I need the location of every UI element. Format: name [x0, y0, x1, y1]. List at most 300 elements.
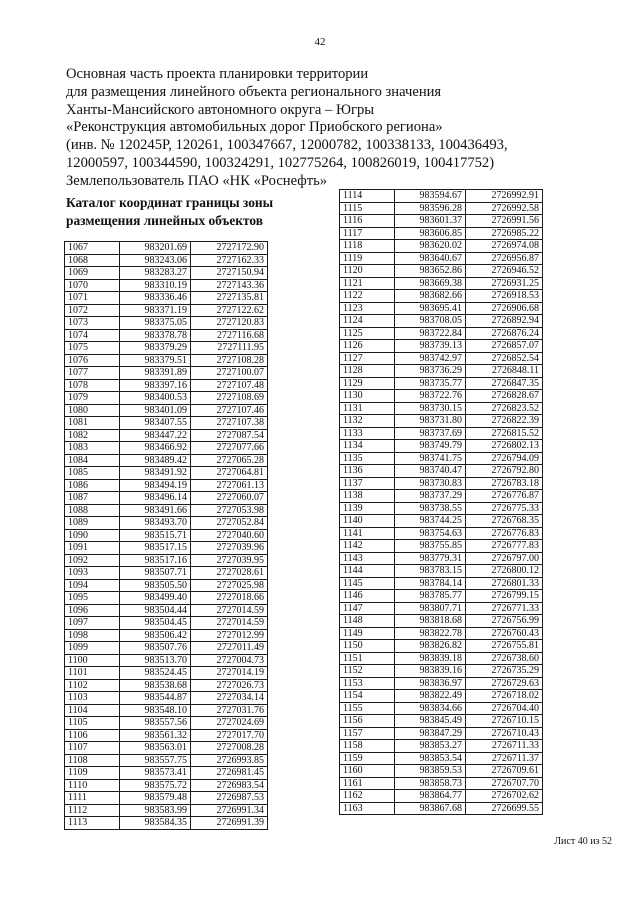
x-coordinate-cell: 983493.70 — [120, 517, 191, 530]
coordinate-row — [65, 292, 268, 305]
y-coordinate-cell: 2727039.95 — [191, 554, 268, 567]
x-coordinate-cell: 983579.48 — [120, 792, 191, 805]
x-coordinate-cell: 983575.72 — [120, 779, 191, 792]
x-coordinate-cell: 983669.38 — [395, 277, 466, 290]
x-coordinate-cell: 983407.55 — [120, 417, 191, 430]
coordinate-row — [340, 740, 543, 753]
x-coordinate-cell: 983400.53 — [120, 392, 191, 405]
y-coordinate-cell: 2727008.28 — [191, 742, 268, 755]
point-number-cell: 1124 — [340, 315, 395, 328]
x-coordinate-cell: 983652.86 — [395, 265, 466, 278]
y-coordinate-cell: 2726822.39 — [466, 415, 543, 428]
x-coordinate-cell: 983858.73 — [395, 777, 466, 790]
point-number-cell: 1092 — [65, 554, 120, 567]
y-coordinate-cell: 2727064.81 — [191, 467, 268, 480]
x-coordinate-cell: 983847.29 — [395, 727, 466, 740]
x-coordinate-cell: 983779.31 — [395, 552, 466, 565]
x-coordinate-cell: 983739.13 — [395, 340, 466, 353]
x-coordinate-cell: 983601.37 — [395, 215, 466, 228]
coordinate-row — [65, 492, 268, 505]
point-number-cell: 1155 — [340, 702, 395, 715]
point-number-cell: 1162 — [340, 790, 395, 803]
coordinate-row — [65, 767, 268, 780]
point-number-cell: 1161 — [340, 777, 395, 790]
sheet-footer: Лист 40 из 52 — [554, 836, 612, 847]
x-coordinate-cell: 983401.09 — [120, 404, 191, 417]
y-coordinate-cell: 2726702.62 — [466, 790, 543, 803]
coordinate-row — [65, 679, 268, 692]
coordinate-row — [340, 590, 543, 603]
coordinate-row — [340, 252, 543, 265]
x-coordinate-cell: 983740.47 — [395, 465, 466, 478]
y-coordinate-cell: 2726906.68 — [466, 302, 543, 315]
coordinate-row — [65, 304, 268, 317]
y-coordinate-cell: 2726802.13 — [466, 440, 543, 453]
point-number-cell: 1107 — [65, 742, 120, 755]
y-coordinate-cell: 2727162.33 — [191, 254, 268, 267]
y-coordinate-cell: 2726828.67 — [466, 390, 543, 403]
coordinate-row — [65, 467, 268, 480]
coordinate-row — [340, 552, 543, 565]
coordinate-row — [65, 254, 268, 267]
coordinate-row — [65, 504, 268, 517]
coordinate-row — [340, 327, 543, 340]
point-number-cell: 1123 — [340, 302, 395, 315]
coordinate-row — [340, 527, 543, 540]
y-coordinate-cell: 2727150.94 — [191, 267, 268, 280]
point-number-cell: 1118 — [340, 240, 395, 253]
x-coordinate-cell: 983283.27 — [120, 267, 191, 280]
y-coordinate-cell: 2727061.13 — [191, 479, 268, 492]
coordinate-row — [65, 692, 268, 705]
y-coordinate-cell: 2726777.83 — [466, 540, 543, 553]
y-coordinate-cell: 2726991.34 — [191, 804, 268, 817]
point-number-cell: 1110 — [65, 779, 120, 792]
point-number-cell: 1075 — [65, 342, 120, 355]
coordinate-row — [340, 302, 543, 315]
point-number-cell: 1158 — [340, 740, 395, 753]
x-coordinate-cell: 983695.41 — [395, 302, 466, 315]
coordinate-row — [65, 629, 268, 642]
point-number-cell: 1068 — [65, 254, 120, 267]
x-coordinate-cell: 983807.71 — [395, 602, 466, 615]
catalog-title — [66, 194, 273, 229]
x-coordinate-cell: 983515.71 — [120, 529, 191, 542]
y-coordinate-cell: 2727052.84 — [191, 517, 268, 530]
point-number-cell: 1138 — [340, 490, 395, 503]
x-coordinate-cell: 983491.92 — [120, 467, 191, 480]
y-coordinate-cell: 2726993.85 — [191, 754, 268, 767]
coordinate-row — [65, 779, 268, 792]
x-coordinate-cell: 983524.45 — [120, 667, 191, 680]
point-number-cell: 1073 — [65, 317, 120, 330]
x-coordinate-cell: 983538.68 — [120, 679, 191, 692]
point-number-cell: 1086 — [65, 479, 120, 492]
coordinate-row — [340, 577, 543, 590]
y-coordinate-cell: 2727100.07 — [191, 367, 268, 380]
point-number-cell: 1125 — [340, 327, 395, 340]
y-coordinate-cell: 2727108.69 — [191, 392, 268, 405]
x-coordinate-cell: 983730.83 — [395, 477, 466, 490]
coordinate-row — [340, 465, 543, 478]
header-line: «Реконструкция автомобильных дорог Приобского региона» — [66, 119, 443, 136]
point-number-cell: 1142 — [340, 540, 395, 553]
point-number-cell: 1140 — [340, 515, 395, 528]
y-coordinate-cell: 2726800.12 — [466, 565, 543, 578]
x-coordinate-cell: 983722.76 — [395, 390, 466, 403]
y-coordinate-cell: 2727172.90 — [191, 242, 268, 255]
header-line: Основная часть проекта планировки территории — [66, 66, 369, 82]
header-line: (инв. № 120245Р, 120261, 100347667, 12000782, 100338133, 100436493, — [66, 137, 508, 154]
x-coordinate-cell: 983836.97 — [395, 677, 466, 690]
coordinate-row — [65, 704, 268, 717]
point-number-cell: 1129 — [340, 377, 395, 390]
x-coordinate-cell: 983583.99 — [120, 804, 191, 817]
coordinate-row — [340, 402, 543, 415]
y-coordinate-cell: 2726711.37 — [466, 752, 543, 765]
coordinate-row — [65, 642, 268, 655]
point-number-cell: 1136 — [340, 465, 395, 478]
y-coordinate-cell: 2726992.58 — [466, 202, 543, 215]
y-coordinate-cell: 2726823.52 — [466, 402, 543, 415]
y-coordinate-cell: 2726892.94 — [466, 315, 543, 328]
x-coordinate-cell: 983818.68 — [395, 615, 466, 628]
y-coordinate-cell: 2726981.45 — [191, 767, 268, 780]
point-number-cell: 1090 — [65, 529, 120, 542]
point-number-cell: 1096 — [65, 604, 120, 617]
coordinate-row — [65, 817, 268, 830]
x-coordinate-cell: 983596.28 — [395, 202, 466, 215]
coordinate-row — [340, 377, 543, 390]
coordinate-row — [65, 429, 268, 442]
y-coordinate-cell: 2727107.38 — [191, 417, 268, 430]
x-coordinate-cell: 983783.15 — [395, 565, 466, 578]
y-coordinate-cell: 2726801.33 — [466, 577, 543, 590]
point-number-cell: 1132 — [340, 415, 395, 428]
point-number-cell: 1128 — [340, 365, 395, 378]
y-coordinate-cell: 2726729.63 — [466, 677, 543, 690]
coordinate-row — [340, 290, 543, 303]
coordinate-row — [65, 592, 268, 605]
coordinate-row — [340, 215, 543, 228]
point-number-cell: 1095 — [65, 592, 120, 605]
x-coordinate-cell: 983573.41 — [120, 767, 191, 780]
point-number-cell: 1099 — [65, 642, 120, 655]
coordinate-row — [65, 267, 268, 280]
header-line: Ханты-Мансийского автономного округа – Югры — [66, 101, 375, 118]
coordinate-row — [65, 579, 268, 592]
y-coordinate-cell: 2726918.53 — [466, 290, 543, 303]
point-number-cell: 1113 — [65, 817, 120, 830]
point-number-cell: 1084 — [65, 454, 120, 467]
x-coordinate-cell: 983466.92 — [120, 442, 191, 455]
point-number-cell: 1116 — [340, 215, 395, 228]
x-coordinate-cell: 983489.42 — [120, 454, 191, 467]
point-number-cell: 1144 — [340, 565, 395, 578]
point-number-cell: 1098 — [65, 629, 120, 642]
point-number-cell: 1094 — [65, 579, 120, 592]
x-coordinate-cell: 983494.19 — [120, 479, 191, 492]
coordinate-row — [340, 802, 543, 815]
coordinate-row — [65, 654, 268, 667]
x-coordinate-cell: 983584.35 — [120, 817, 191, 830]
coordinate-row — [65, 529, 268, 542]
point-number-cell: 1151 — [340, 652, 395, 665]
y-coordinate-cell: 2727024.69 — [191, 717, 268, 730]
point-number-cell: 1067 — [65, 242, 120, 255]
y-coordinate-cell: 2727014.19 — [191, 667, 268, 680]
coordinate-row — [65, 354, 268, 367]
x-coordinate-cell: 983754.63 — [395, 527, 466, 540]
x-coordinate-cell: 983243.06 — [120, 254, 191, 267]
point-number-cell: 1077 — [65, 367, 120, 380]
coordinate-row — [340, 390, 543, 403]
point-number-cell: 1109 — [65, 767, 120, 780]
point-number-cell: 1112 — [65, 804, 120, 817]
coordinate-row — [340, 427, 543, 440]
x-coordinate-cell: 983755.85 — [395, 540, 466, 553]
y-coordinate-cell: 2727077.66 — [191, 442, 268, 455]
y-coordinate-cell: 2726991.56 — [466, 215, 543, 228]
x-coordinate-cell: 983640.67 — [395, 252, 466, 265]
x-coordinate-cell: 983378.78 — [120, 329, 191, 342]
coordinate-row — [65, 567, 268, 580]
coordinate-row — [65, 342, 268, 355]
y-coordinate-cell: 2726756.99 — [466, 615, 543, 628]
x-coordinate-cell: 983735.77 — [395, 377, 466, 390]
coordinate-row — [340, 365, 543, 378]
y-coordinate-cell: 2726710.43 — [466, 727, 543, 740]
y-coordinate-cell: 2726792.80 — [466, 465, 543, 478]
y-coordinate-cell: 2726946.52 — [466, 265, 543, 278]
x-coordinate-cell: 983744.25 — [395, 515, 466, 528]
y-coordinate-cell: 2727065.28 — [191, 454, 268, 467]
header-line: 12000597, 100344590, 100324291, 102775264, 100826019, 100417752) — [66, 154, 495, 171]
x-coordinate-cell: 983682.66 — [395, 290, 466, 303]
header-line: для размещения линейного объекта регионального значения — [66, 83, 442, 100]
coordinate-row — [340, 502, 543, 515]
point-number-cell: 1101 — [65, 667, 120, 680]
y-coordinate-cell: 2726985.22 — [466, 227, 543, 240]
x-coordinate-cell: 983742.97 — [395, 352, 466, 365]
coordinate-row — [340, 727, 543, 740]
x-coordinate-cell: 983507.76 — [120, 642, 191, 655]
y-coordinate-cell: 2727060.07 — [191, 492, 268, 505]
x-coordinate-cell: 983517.16 — [120, 554, 191, 567]
x-coordinate-cell: 983506.42 — [120, 629, 191, 642]
point-number-cell: 1102 — [65, 679, 120, 692]
point-number-cell: 1145 — [340, 577, 395, 590]
x-coordinate-cell: 983839.18 — [395, 652, 466, 665]
y-coordinate-cell: 2727012.99 — [191, 629, 268, 642]
coordinate-row — [340, 690, 543, 703]
point-number-cell: 1163 — [340, 802, 395, 815]
coordinate-row — [65, 804, 268, 817]
x-coordinate-cell: 983749.79 — [395, 440, 466, 453]
x-coordinate-cell: 983785.77 — [395, 590, 466, 603]
point-number-cell: 1097 — [65, 617, 120, 630]
coordinate-row — [340, 540, 543, 553]
x-coordinate-cell: 983499.40 — [120, 592, 191, 605]
y-coordinate-cell: 2727040.60 — [191, 529, 268, 542]
coordinate-row — [340, 715, 543, 728]
y-coordinate-cell: 2727087.54 — [191, 429, 268, 442]
coordinate-row — [65, 717, 268, 730]
coordinate-row — [340, 265, 543, 278]
y-coordinate-cell: 2726956.87 — [466, 252, 543, 265]
coordinate-row — [340, 790, 543, 803]
x-coordinate-cell: 983736.29 — [395, 365, 466, 378]
x-coordinate-cell: 983310.19 — [120, 279, 191, 292]
point-number-cell: 1114 — [340, 190, 395, 203]
coordinate-row — [65, 792, 268, 805]
point-number-cell: 1120 — [340, 265, 395, 278]
y-coordinate-cell: 2727039.96 — [191, 542, 268, 555]
x-coordinate-cell: 983834.66 — [395, 702, 466, 715]
point-number-cell: 1082 — [65, 429, 120, 442]
y-coordinate-cell: 2726974.08 — [466, 240, 543, 253]
point-number-cell: 1139 — [340, 502, 395, 515]
coordinate-row — [65, 754, 268, 767]
point-number-cell: 1071 — [65, 292, 120, 305]
y-coordinate-cell: 2726987.53 — [191, 792, 268, 805]
coordinate-row — [65, 617, 268, 630]
y-coordinate-cell: 2727025.98 — [191, 579, 268, 592]
coordinate-row — [340, 702, 543, 715]
coordinate-row — [340, 665, 543, 678]
coordinate-row — [340, 227, 543, 240]
x-coordinate-cell: 983867.68 — [395, 802, 466, 815]
point-number-cell: 1088 — [65, 504, 120, 517]
coordinate-row — [65, 517, 268, 530]
coordinate-row — [340, 415, 543, 428]
y-coordinate-cell: 2727120.83 — [191, 317, 268, 330]
coordinate-row — [65, 604, 268, 617]
coordinate-row — [340, 202, 543, 215]
x-coordinate-cell: 983730.15 — [395, 402, 466, 415]
page-number: 42 — [314, 36, 326, 48]
coordinate-row — [65, 279, 268, 292]
document-header — [66, 66, 586, 191]
point-number-cell: 1121 — [340, 277, 395, 290]
coordinate-row — [340, 615, 543, 628]
point-number-cell: 1154 — [340, 690, 395, 703]
coordinates-table-right — [339, 189, 543, 815]
x-coordinate-cell: 983864.77 — [395, 790, 466, 803]
point-number-cell: 1115 — [340, 202, 395, 215]
point-number-cell: 1119 — [340, 252, 395, 265]
point-number-cell: 1157 — [340, 727, 395, 740]
point-number-cell: 1069 — [65, 267, 120, 280]
coordinate-row — [65, 417, 268, 430]
y-coordinate-cell: 2727107.46 — [191, 404, 268, 417]
x-coordinate-cell: 983859.53 — [395, 765, 466, 778]
y-coordinate-cell: 2727108.28 — [191, 354, 268, 367]
point-number-cell: 1111 — [65, 792, 120, 805]
y-coordinate-cell: 2726799.15 — [466, 590, 543, 603]
y-coordinate-cell: 2727135.81 — [191, 292, 268, 305]
y-coordinate-cell: 2727107.48 — [191, 379, 268, 392]
x-coordinate-cell: 983737.69 — [395, 427, 466, 440]
y-coordinate-cell: 2727004.73 — [191, 654, 268, 667]
coordinate-row — [340, 677, 543, 690]
y-coordinate-cell: 2726755.81 — [466, 640, 543, 653]
y-coordinate-cell: 2726771.33 — [466, 602, 543, 615]
point-number-cell: 1146 — [340, 590, 395, 603]
coordinate-row — [340, 627, 543, 640]
x-coordinate-cell: 983513.70 — [120, 654, 191, 667]
y-coordinate-cell: 2726710.15 — [466, 715, 543, 728]
coordinate-row — [340, 652, 543, 665]
point-number-cell: 1122 — [340, 290, 395, 303]
point-number-cell: 1103 — [65, 692, 120, 705]
y-coordinate-cell: 2727018.66 — [191, 592, 268, 605]
x-coordinate-cell: 983822.78 — [395, 627, 466, 640]
point-number-cell: 1143 — [340, 552, 395, 565]
point-number-cell: 1153 — [340, 677, 395, 690]
x-coordinate-cell: 983784.14 — [395, 577, 466, 590]
x-coordinate-cell: 983731.80 — [395, 415, 466, 428]
y-coordinate-cell: 2727122.62 — [191, 304, 268, 317]
point-number-cell: 1074 — [65, 329, 120, 342]
y-coordinate-cell: 2727028.61 — [191, 567, 268, 580]
y-coordinate-cell: 2727034.14 — [191, 692, 268, 705]
y-coordinate-cell: 2727026.73 — [191, 679, 268, 692]
coordinate-row — [340, 765, 543, 778]
y-coordinate-cell: 2727011.49 — [191, 642, 268, 655]
point-number-cell: 1070 — [65, 279, 120, 292]
x-coordinate-cell: 983491.66 — [120, 504, 191, 517]
x-coordinate-cell: 983826.82 — [395, 640, 466, 653]
coordinate-row — [340, 515, 543, 528]
point-number-cell: 1137 — [340, 477, 395, 490]
coordinate-row — [65, 367, 268, 380]
point-number-cell: 1159 — [340, 752, 395, 765]
x-coordinate-cell: 983563.01 — [120, 742, 191, 755]
point-number-cell: 1076 — [65, 354, 120, 367]
y-coordinate-cell: 2726983.54 — [191, 779, 268, 792]
x-coordinate-cell: 983620.02 — [395, 240, 466, 253]
y-coordinate-cell: 2726852.54 — [466, 352, 543, 365]
x-coordinate-cell: 983853.54 — [395, 752, 466, 765]
x-coordinate-cell: 983845.49 — [395, 715, 466, 728]
point-number-cell: 1141 — [340, 527, 395, 540]
x-coordinate-cell: 983201.69 — [120, 242, 191, 255]
x-coordinate-cell: 983496.14 — [120, 492, 191, 505]
point-number-cell: 1085 — [65, 467, 120, 480]
header-line: Землепользователь ПАО «НК «Роснефть» — [66, 172, 328, 189]
point-number-cell: 1152 — [340, 665, 395, 678]
point-number-cell: 1127 — [340, 352, 395, 365]
x-coordinate-cell: 983375.05 — [120, 317, 191, 330]
point-number-cell: 1089 — [65, 517, 120, 530]
y-coordinate-cell: 2726768.35 — [466, 515, 543, 528]
point-number-cell: 1081 — [65, 417, 120, 430]
x-coordinate-cell: 983737.29 — [395, 490, 466, 503]
catalog-title-line: размещения линейных объектов — [66, 212, 264, 228]
point-number-cell: 1083 — [65, 442, 120, 455]
x-coordinate-cell: 983391.89 — [120, 367, 191, 380]
coordinate-row — [340, 565, 543, 578]
point-number-cell: 1080 — [65, 404, 120, 417]
x-coordinate-cell: 983561.32 — [120, 729, 191, 742]
x-coordinate-cell: 983722.84 — [395, 327, 466, 340]
point-number-cell: 1147 — [340, 602, 395, 615]
coordinate-row — [65, 667, 268, 680]
y-coordinate-cell: 2727111.95 — [191, 342, 268, 355]
coordinate-row — [340, 190, 543, 203]
x-coordinate-cell: 983738.55 — [395, 502, 466, 515]
